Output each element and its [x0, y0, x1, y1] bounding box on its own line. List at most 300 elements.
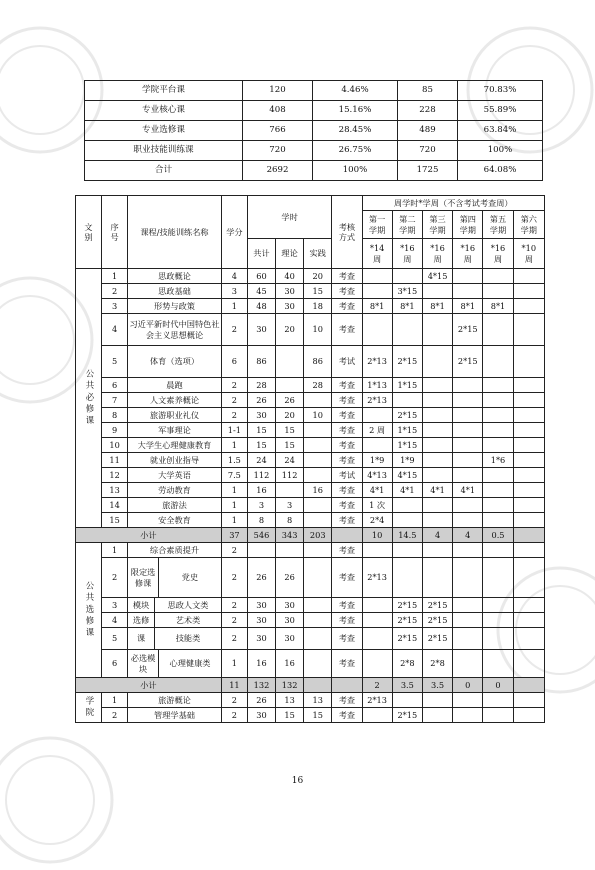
- table-cell: 1: [221, 650, 247, 678]
- table-cell: [362, 438, 392, 453]
- table-cell: [304, 678, 332, 693]
- table-cell: 1: [102, 543, 128, 558]
- table-cell: 4: [102, 613, 128, 628]
- table-cell: [422, 378, 452, 393]
- table-row: [76, 408, 545, 423]
- table-cell: 1*6: [483, 453, 513, 468]
- table-cell: [453, 650, 483, 678]
- course-name: 大学英语: [128, 468, 222, 483]
- table-cell: 4: [422, 528, 452, 543]
- required-module-label: 必选模块: [128, 650, 159, 677]
- summary-cell: 职业技能训练课: [85, 141, 243, 161]
- table-cell: 24: [276, 453, 304, 468]
- table-cell: 18: [304, 299, 332, 314]
- watermark-seal-left-bottom: [0, 730, 120, 870]
- table-cell: [422, 543, 452, 558]
- table-cell: 考查: [332, 393, 362, 408]
- table-row: [76, 693, 545, 708]
- table-cell: 112: [276, 468, 304, 483]
- table-cell: [453, 468, 483, 483]
- table-cell: 28: [304, 378, 332, 393]
- table-cell: 30: [276, 299, 304, 314]
- course-name: 旅游概论: [128, 693, 222, 708]
- table-cell: 8*1: [362, 299, 392, 314]
- table-row: [76, 498, 545, 513]
- table-row: [76, 598, 545, 613]
- table-cell: [422, 708, 452, 723]
- module-elective-group: [128, 628, 221, 649]
- summary-cell: 100%: [458, 141, 543, 161]
- table-cell: [483, 468, 513, 483]
- table-cell: 30: [276, 598, 304, 613]
- summary-cell: 15.16%: [313, 101, 398, 121]
- table-cell: [276, 483, 304, 498]
- table-cell: [392, 558, 422, 598]
- table-cell: [513, 498, 544, 513]
- table-cell: 14: [102, 498, 128, 513]
- table-cell: [304, 498, 332, 513]
- table-cell: 2: [102, 558, 128, 598]
- table-cell: 26: [276, 393, 304, 408]
- summary-cell: 55.89%: [458, 101, 543, 121]
- table-cell: 2: [102, 708, 128, 723]
- table-cell: 6: [102, 650, 128, 678]
- table-cell: 3: [247, 498, 275, 513]
- header-index: 序 号: [102, 196, 128, 269]
- table-cell: 4: [453, 528, 483, 543]
- table-cell: [483, 393, 513, 408]
- table-cell: 考查: [332, 513, 362, 528]
- table-cell: 60: [247, 269, 275, 284]
- table-cell: 1*9: [392, 453, 422, 468]
- table-cell: [513, 613, 544, 628]
- summary-cell: 408: [243, 101, 313, 121]
- table-cell: 考查: [332, 598, 362, 613]
- table-cell: [453, 598, 483, 613]
- summary-cell: 合计: [85, 161, 243, 181]
- table-row: [76, 438, 545, 453]
- table-cell: 26: [247, 558, 275, 598]
- credit-hours-summary-table: [84, 80, 543, 181]
- table-cell: 2*15: [392, 408, 422, 423]
- table-cell: 2: [221, 558, 247, 598]
- table-cell: [453, 613, 483, 628]
- table-cell: 2: [221, 393, 247, 408]
- table-cell: 1: [102, 693, 128, 708]
- table-cell: 2*15: [392, 708, 422, 723]
- table-cell: 3: [221, 284, 247, 299]
- summary-cell: 64.08%: [458, 161, 543, 181]
- table-cell: [483, 613, 513, 628]
- table-cell: 1*15: [392, 423, 422, 438]
- table-cell: 2: [221, 378, 247, 393]
- header-hours-theory: 理论: [276, 239, 304, 269]
- table-cell: 15: [247, 438, 275, 453]
- table-cell: [304, 598, 332, 613]
- table-cell: [304, 650, 332, 678]
- table-row: [76, 453, 545, 468]
- table-cell: [453, 708, 483, 723]
- table-cell: [513, 423, 544, 438]
- table-cell: [362, 598, 392, 613]
- table-cell: 7.5: [221, 468, 247, 483]
- table-row: [76, 378, 545, 393]
- course-name: 人文素养概论: [128, 393, 222, 408]
- subtotal-row: [76, 678, 545, 693]
- table-cell: 16: [276, 650, 304, 678]
- header-semester: 第六 学期: [513, 211, 544, 239]
- table-cell: [392, 393, 422, 408]
- table-cell: 2*13: [362, 693, 392, 708]
- table-cell: 考查: [332, 543, 362, 558]
- table-cell: 5: [102, 628, 128, 650]
- table-cell: 132: [276, 678, 304, 693]
- table-cell: 1: [221, 513, 247, 528]
- table-cell: [304, 453, 332, 468]
- course-name: 体育（选项）: [128, 346, 222, 378]
- table-cell: [513, 513, 544, 528]
- table-cell: 考查: [332, 498, 362, 513]
- table-cell: 30: [276, 284, 304, 299]
- table-row: [76, 468, 545, 483]
- table-cell: 8*1: [453, 299, 483, 314]
- table-cell: [513, 408, 544, 423]
- table-cell: [513, 628, 544, 650]
- table-row: [76, 613, 545, 628]
- table-row: [76, 650, 545, 678]
- header-category: 文 别: [76, 196, 102, 269]
- table-cell: [453, 438, 483, 453]
- table-cell: 2 周: [362, 423, 392, 438]
- table-cell: [483, 438, 513, 453]
- table-cell: [422, 408, 452, 423]
- table-cell: [304, 558, 332, 598]
- table-row: [76, 558, 545, 598]
- limited-elective-label: 限定选修课: [128, 558, 159, 597]
- table-cell: [392, 543, 422, 558]
- table-cell: 7: [102, 393, 128, 408]
- table-cell: [392, 513, 422, 528]
- table-cell: 2: [221, 628, 247, 650]
- table-cell: 3: [276, 498, 304, 513]
- table-cell: 4*1: [392, 483, 422, 498]
- table-cell: [453, 513, 483, 528]
- header-weeks: *16 周: [392, 239, 422, 269]
- table-cell: [453, 284, 483, 299]
- table-cell: 1: [221, 483, 247, 498]
- table-cell: 30: [276, 613, 304, 628]
- table-cell: [453, 408, 483, 423]
- table-cell: 546: [247, 528, 275, 543]
- table-cell: [362, 628, 392, 650]
- table-cell: [483, 314, 513, 346]
- table-row: [76, 543, 545, 558]
- table-cell: 2*15: [392, 598, 422, 613]
- header-weeks: *14 周: [362, 239, 392, 269]
- table-cell: [332, 528, 362, 543]
- subtotal-label: 小计: [76, 678, 222, 693]
- table-cell: 4*1: [362, 483, 392, 498]
- table-cell: 考查: [332, 408, 362, 423]
- summary-cell: 1725: [398, 161, 458, 181]
- table-cell: 2: [102, 284, 128, 299]
- table-cell: [483, 650, 513, 678]
- course-name: 晨跑: [128, 378, 222, 393]
- table-cell: 4*13: [362, 468, 392, 483]
- table-cell: 26: [247, 393, 275, 408]
- table-cell: [453, 693, 483, 708]
- table-cell: 15: [276, 423, 304, 438]
- table-cell: 30: [247, 598, 275, 613]
- table-cell: [453, 498, 483, 513]
- course-name: 安全教育: [128, 513, 222, 528]
- course-name: 就业创业指导: [128, 453, 222, 468]
- table-row: [76, 269, 545, 284]
- table-cell: 4*15: [422, 269, 452, 284]
- summary-cell: 63.84%: [458, 121, 543, 141]
- table-cell: 2*15: [453, 314, 483, 346]
- table-cell: [247, 543, 275, 558]
- table-cell: 40: [276, 269, 304, 284]
- table-cell: 考查: [332, 269, 362, 284]
- table-cell: 2*8: [392, 650, 422, 678]
- table-cell: 15: [276, 708, 304, 723]
- table-cell: 15: [304, 284, 332, 299]
- table-cell: 考查: [332, 378, 362, 393]
- table-cell: [513, 543, 544, 558]
- table-cell: 4: [221, 269, 247, 284]
- table-cell: [422, 393, 452, 408]
- table-cell: 考查: [332, 284, 362, 299]
- table-cell: 3.5: [422, 678, 452, 693]
- table-cell: 343: [276, 528, 304, 543]
- table-cell: [483, 708, 513, 723]
- table-cell: [422, 453, 452, 468]
- table-cell: 2*15: [453, 346, 483, 378]
- table-cell: [332, 678, 362, 693]
- table-cell: [392, 314, 422, 346]
- table-cell: [513, 483, 544, 498]
- table-cell: 30: [247, 628, 275, 650]
- table-cell: 1.5: [221, 453, 247, 468]
- table-cell: [513, 468, 544, 483]
- table-cell: [513, 378, 544, 393]
- course-name: 旅游法: [128, 498, 222, 513]
- summary-cell: 学院平台课: [85, 81, 243, 101]
- table-cell: 2*13: [362, 558, 392, 598]
- table-cell: [513, 269, 544, 284]
- table-cell: [483, 284, 513, 299]
- table-cell: 6: [102, 378, 128, 393]
- table-cell: 30: [247, 708, 275, 723]
- course-name: 技能类: [175, 633, 201, 644]
- table-cell: [362, 708, 392, 723]
- table-cell: [362, 613, 392, 628]
- table-cell: 10: [102, 438, 128, 453]
- table-cell: 5: [102, 346, 128, 378]
- table-cell: [362, 408, 392, 423]
- table-cell: [483, 423, 513, 438]
- table-cell: 45: [247, 284, 275, 299]
- table-cell: [422, 423, 452, 438]
- table-cell: 3.5: [392, 678, 422, 693]
- table-cell: 0: [483, 678, 513, 693]
- table-cell: 3: [102, 598, 128, 613]
- table-cell: 2*13: [362, 346, 392, 378]
- summary-cell: 100%: [313, 161, 398, 181]
- table-cell: 28: [247, 378, 275, 393]
- table-cell: 考查: [332, 438, 362, 453]
- course-name: 军事理论: [128, 423, 222, 438]
- table-row: [76, 423, 545, 438]
- table-cell: [304, 613, 332, 628]
- summary-row: [85, 121, 543, 141]
- table-cell: [513, 558, 544, 598]
- table-cell: 1: [221, 438, 247, 453]
- summary-cell: 720: [398, 141, 458, 161]
- table-cell: 2*4: [362, 513, 392, 528]
- course-name-split: [128, 628, 222, 650]
- course-name: 艺术类: [175, 614, 201, 625]
- table-row: [76, 708, 545, 723]
- table-cell: 1: [221, 498, 247, 513]
- course-name: 思政基础: [128, 284, 222, 299]
- table-cell: [483, 378, 513, 393]
- category-public-required: 公共必修课: [76, 269, 102, 528]
- summary-row: [85, 161, 543, 181]
- summary-cell: 26.75%: [313, 141, 398, 161]
- header-hours-practice: 实践: [304, 239, 332, 269]
- table-cell: 考查: [332, 628, 362, 650]
- table-cell: 0.5: [483, 528, 513, 543]
- table-cell: 13: [276, 693, 304, 708]
- header-semester: 第三 学期: [422, 211, 452, 239]
- page-number: 16: [291, 776, 304, 786]
- table-cell: 考查: [332, 613, 362, 628]
- table-cell: [422, 468, 452, 483]
- table-cell: [422, 498, 452, 513]
- table-cell: 10: [304, 408, 332, 423]
- table-cell: 8: [247, 513, 275, 528]
- table-cell: 13: [304, 693, 332, 708]
- table-cell: 48: [247, 299, 275, 314]
- table-cell: 考查: [332, 558, 362, 598]
- table-cell: 15: [102, 513, 128, 528]
- course-name-split: [128, 598, 222, 613]
- table-cell: 15: [304, 708, 332, 723]
- table-cell: 20: [304, 269, 332, 284]
- summary-cell: 489: [398, 121, 458, 141]
- header-semester: 第一 学期: [362, 211, 392, 239]
- table-cell: [453, 393, 483, 408]
- table-cell: 8: [276, 513, 304, 528]
- course-name-split: [128, 650, 222, 678]
- header-credits: 学分: [221, 196, 247, 269]
- course-name: 思政概论: [128, 269, 222, 284]
- table-cell: 4*1: [422, 483, 452, 498]
- table-cell: [276, 543, 304, 558]
- table-cell: [362, 284, 392, 299]
- table-cell: 1 次: [362, 498, 392, 513]
- summary-cell: 28.45%: [313, 121, 398, 141]
- table-cell: [513, 393, 544, 408]
- table-cell: 15: [247, 423, 275, 438]
- table-cell: 13: [102, 483, 128, 498]
- table-cell: [276, 346, 304, 378]
- course-name: 心理健康类: [169, 658, 211, 669]
- table-cell: 30: [276, 628, 304, 650]
- table-cell: 2*15: [392, 346, 422, 378]
- module-elective-group: [128, 613, 221, 627]
- table-cell: 2: [221, 543, 247, 558]
- header-weeks: *16 周: [422, 239, 452, 269]
- category-college-platform: 学院: [76, 693, 102, 723]
- table-cell: 16: [304, 483, 332, 498]
- course-name: 旅游职业礼仪: [128, 408, 222, 423]
- header-course-name: 课程/技能训练名称: [128, 196, 222, 269]
- limited-elective-group: [128, 558, 221, 597]
- table-cell: [453, 269, 483, 284]
- table-cell: 考查: [332, 483, 362, 498]
- table-cell: [422, 438, 452, 453]
- course-name: 综合素质提升: [128, 543, 222, 558]
- table-cell: [453, 543, 483, 558]
- header-assessment: 考核 方式: [332, 196, 362, 269]
- table-cell: [304, 423, 332, 438]
- table-cell: [483, 543, 513, 558]
- table-cell: 86: [304, 346, 332, 378]
- table-cell: 203: [304, 528, 332, 543]
- table-cell: [392, 498, 422, 513]
- table-cell: [304, 438, 332, 453]
- table-cell: 考查: [332, 314, 362, 346]
- table-cell: [422, 314, 452, 346]
- table-cell: 2: [221, 693, 247, 708]
- table-cell: 2*8: [422, 650, 452, 678]
- header-weeks: *16 周: [483, 239, 513, 269]
- table-cell: [513, 678, 544, 693]
- table-cell: [513, 693, 544, 708]
- table-cell: 26: [276, 558, 304, 598]
- table-cell: 考查: [332, 299, 362, 314]
- header-hours-total: 共计: [247, 239, 275, 269]
- table-cell: 86: [247, 346, 275, 378]
- summary-cell: 720: [243, 141, 313, 161]
- table-cell: 3*15: [392, 284, 422, 299]
- table-cell: 考查: [332, 453, 362, 468]
- summary-row: [85, 101, 543, 121]
- table-cell: 16: [247, 483, 275, 498]
- table-cell: [513, 438, 544, 453]
- table-cell: [483, 513, 513, 528]
- table-cell: [513, 314, 544, 346]
- table-cell: 16: [247, 650, 275, 678]
- table-cell: [513, 528, 544, 543]
- table-row: [76, 393, 545, 408]
- header-semester: 第二 学期: [392, 211, 422, 239]
- table-cell: 0: [453, 678, 483, 693]
- table-row: [76, 628, 545, 650]
- table-cell: [513, 453, 544, 468]
- table-cell: 1*15: [392, 438, 422, 453]
- table-cell: [392, 269, 422, 284]
- table-cell: 30: [247, 408, 275, 423]
- table-cell: [304, 513, 332, 528]
- table-row: [76, 513, 545, 528]
- table-cell: [483, 269, 513, 284]
- table-cell: 26: [247, 693, 275, 708]
- table-cell: [362, 314, 392, 346]
